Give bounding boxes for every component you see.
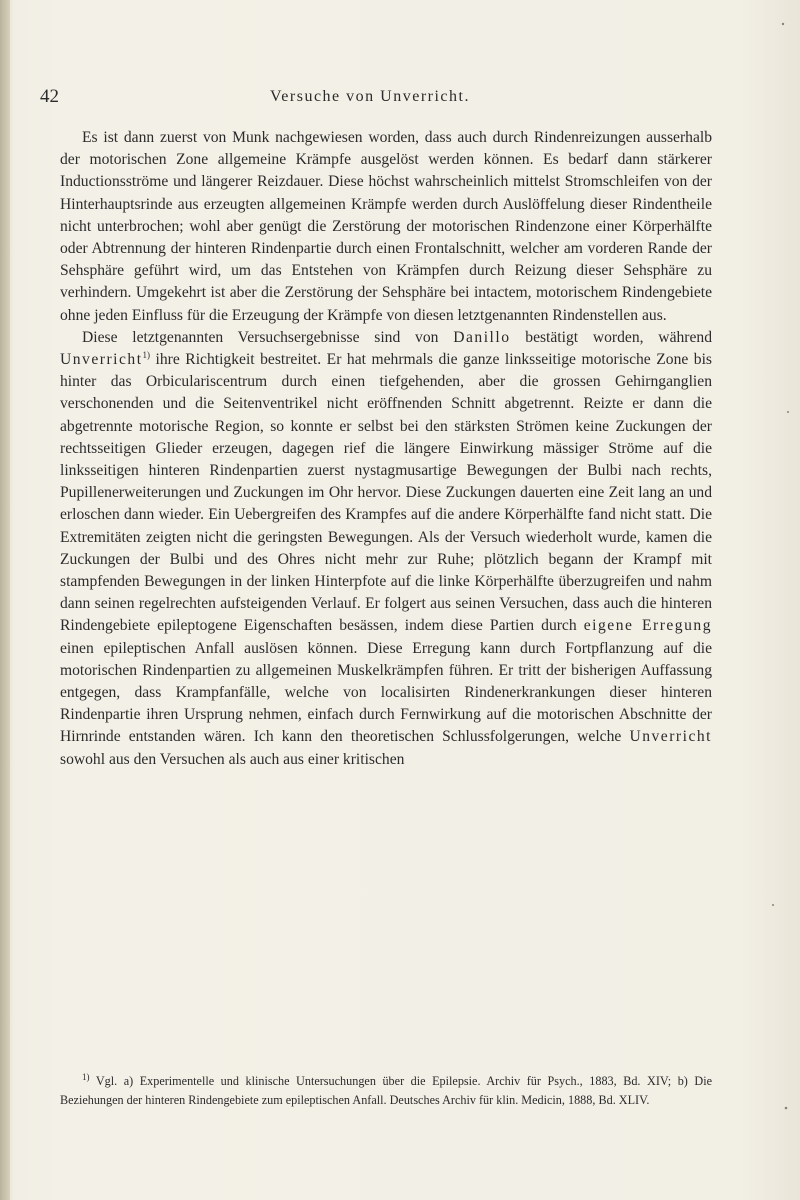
footnote-reference[interactable]: 1) bbox=[142, 349, 151, 360]
page-binding-edge bbox=[0, 0, 10, 1200]
speck bbox=[772, 904, 774, 906]
running-head: Versuche von Unverricht. bbox=[270, 88, 470, 105]
speck bbox=[787, 411, 789, 413]
paragraph-2-text-b: bestätigt worden, während bbox=[510, 328, 712, 346]
footnote-1 bbox=[60, 1072, 712, 1110]
speck bbox=[782, 23, 784, 25]
author-unverricht-2: Unverricht bbox=[629, 728, 712, 746]
page-header bbox=[40, 86, 700, 110]
page-number: 42 bbox=[40, 86, 59, 107]
paragraph-2 bbox=[60, 327, 712, 771]
footnote-text: Vgl. a) Experimentelle und klinische Untersuchungen über die Epilepsie. Archiv für Psych., 1883, Bd. XIV; b) Die Beziehungen der hinteren Rindengebiete zum epileptischen Anfall. Deutsches Archiv für klin. Medicin, 1888, Bd. XLIV. bbox=[60, 1074, 712, 1107]
paragraph-2-text-d: einen epileptischen Anfall auslösen können. Diese Erregung kann durch Fortpflanzung auf die motorischen Rindenpartien zu allgemeinen Muskelkrämpfen führen. Er tritt der bisherigen Auffassung entgegen, dass Krampfanfälle, welche von localisirten Rindenerkrankungen dieser hinteren Rindenpartie ihren Ursprung nehmen, einfach durch Fernwirkung auf die motorischen Abschnitte der Hirnrinde entstanden wären. Ich kann den theoretischen Schlussfolgerungen, welche bbox=[60, 639, 712, 746]
author-unverricht: Unverricht bbox=[60, 351, 143, 369]
author-danillo: Danillo bbox=[453, 328, 511, 346]
footnote-marker: 1) bbox=[82, 1071, 90, 1082]
speck bbox=[785, 1107, 788, 1110]
paragraph-2-text-c: ihre Richtigkeit bestreitet. Er hat mehrmals die ganze linksseitige motorische Zone bis hinter das Orbiculariscentrum durch einen tiefgehenden, aber die grossen Gehirnganglien verschonenden und die Seitenventrikel nicht eröffnenden Schnitt abgetrennt. Reizte er dann die abgetrennte motorische Region, so konnte er selbst bei den stärksten Strömen keine Zuckungen der rechtsseitigen Glieder erzeugen, dagegen rief die längere Einwirkung mässiger Ströme auf die linksseitigen hinteren Rindenpartien zuerst nystagmusartige Bewegungen der Bulbi nach rechts, Pupillenerweiterungen und Zuckungen im Ohr hervor. Diese Zuckungen dauerten eine Zeit lang an und erloschen dann wieder. Ein Uebergreifen des Krampfes auf die andere Körperhälfte fand nicht statt. Die Extremitäten zeigten nicht die geringsten Bewegungen. Als der Versuch wiederholt wurde, kamen die Zuckungen der Bulbi und des Ohres nicht mehr zur Ruhe; plötzlich begann der Krampf mit stampfenden Bewegungen in der linken Hinterpfote auf die linke Körperhälfte überzugreifen und nahm dann seinen regelrechten aufsteigenden Verlauf. Er folgert aus seinen Versuchen, dass auch die hinteren Rindengebiete epileptogene Eigenschaften besässen, indem diese Partien durch bbox=[60, 351, 712, 635]
paragraph-2-text-a: Diese letztgenannten Versuchsergebnisse sind von bbox=[82, 328, 454, 346]
paragraph-2-text-e: sowohl aus den Versuchen als auch aus einer kritischen bbox=[60, 750, 405, 768]
footnote-area bbox=[60, 1072, 712, 1110]
paragraph-1: Es ist dann zuerst von Munk nachgewiesen worden, dass auch durch Rindenreizungen ausserhalb der motorischen Zone allgemeine Krämpfe ausgelöst werden können. Es bedarf dann stärkerer Inductionsströme und längerer Reizdauer. Diese höchst wahrscheinlich mittelst Stromschleifen von der Hinterhauptsrinde aus erzeugten allgemeinen Krämpfe werden durch Auslöffelung dieser Rindentheile nicht unterbrochen; wohl aber genügt die Zerstörung der motorischen Rindenzone einer Körperhälfte oder Abtrennung der hinteren Rindenpartie durch einen Frontalschnitt, welcher am vorderen Rande der Sehsphäre geführt wird, um das Entstehen von Krämpfen durch Reizung dieser Sehsphäre zu verhindern. Umgekehrt ist aber die Zerstörung der Sehsphäre bei intactem, motorischem Rindengebiete ohne jeden Einfluss für die Erzeugung der Krämpfe von diesen letztgenannten Rindenstellen aus. bbox=[60, 129, 712, 324]
body-text bbox=[60, 127, 712, 771]
emphasis-eigene-erregung: eigene Erregung bbox=[583, 617, 712, 635]
